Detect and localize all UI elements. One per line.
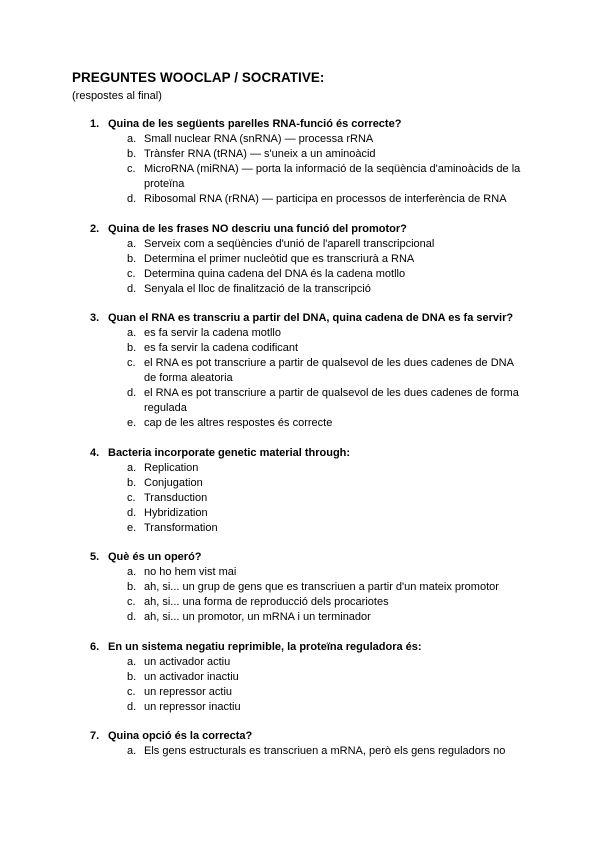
page-title: PREGUNTES WOOCLAP / SOCRATIVE: [72, 70, 325, 85]
answer-options [0, 565, 600, 625]
question-number: 6. [90, 640, 100, 653]
answer-option [0, 237, 526, 252]
answer-option [0, 685, 526, 700]
option-letter: d. [127, 387, 137, 399]
question-heading [0, 311, 600, 326]
option-letter: b. [127, 252, 137, 265]
question-5 [0, 550, 600, 625]
answer-option [0, 670, 526, 685]
question-number: 5. [90, 551, 100, 563]
option-text: no ho hem vist mai [144, 566, 237, 578]
option-letter: b. [127, 581, 137, 593]
option-text: cap de les altres respostes és correcte [144, 417, 333, 429]
option-letter: b. [127, 342, 137, 354]
question-text: Quan el RNA es transcriu a partir del DNA, quina cadena de DNA es fa servir? [108, 312, 514, 324]
question-text: Bacteria incorporate genetic material through: [108, 446, 351, 459]
option-letter: b. [127, 476, 137, 489]
answer-option [0, 655, 526, 670]
answer-option [0, 326, 526, 341]
answer-options [0, 326, 600, 431]
option-letter: a. [127, 566, 137, 578]
option-text: un activador inactiu [144, 670, 239, 683]
answer-options [0, 132, 600, 207]
option-letter: d. [127, 193, 137, 205]
option-letter: d. [127, 700, 137, 713]
option-text: un repressor actiu [144, 685, 233, 698]
question-heading [0, 446, 600, 461]
option-letter: e. [127, 417, 137, 429]
question-heading [0, 117, 600, 132]
option-text: el RNA es pot transcriure a partir de qualsevol de les dues cadenes de DNA de forma aleatoria [144, 357, 514, 384]
option-letter: c. [127, 163, 136, 175]
question-1 [0, 117, 600, 207]
option-text: Transformation [144, 521, 218, 534]
answer-option [0, 252, 526, 267]
option-letter: b. [127, 670, 137, 683]
answer-option [0, 162, 526, 192]
option-letter: a. [127, 461, 137, 474]
option-text: Trànsfer RNA (tRNA) — s'uneix a un aminoàcid [144, 148, 376, 160]
answer-option [0, 267, 526, 282]
answer-option [0, 147, 526, 162]
option-letter: e. [127, 521, 137, 534]
question-text: Quina opció és la correcta? [108, 730, 253, 742]
answer-option [0, 356, 526, 386]
question-list [0, 117, 600, 774]
option-text: ah, si... un promotor, un mRNA i un terminador [144, 611, 371, 623]
option-text: MicroRNA (miRNA) — porta la informació de la seqüència d'aminoàcids de la proteïna [144, 163, 521, 190]
option-letter: a. [127, 133, 137, 145]
option-text: Serveix com a seqüències d'unió de l'aparell transcripcional [144, 237, 435, 250]
question-heading [0, 222, 600, 237]
answer-option [0, 506, 526, 521]
answer-option [0, 282, 526, 297]
answer-options [0, 237, 600, 297]
question-3 [0, 311, 600, 431]
option-text: Replication [144, 461, 199, 474]
question-heading [0, 729, 600, 744]
option-text: el RNA es pot transcriure a partir de qualsevol de les dues cadenes de forma regulada [144, 387, 519, 414]
question-number: 4. [90, 446, 100, 459]
question-6 [0, 640, 600, 715]
question-number: 7. [90, 730, 100, 742]
page-subtitle: (respostes al final) [72, 90, 162, 102]
question-4 [0, 446, 600, 536]
option-letter: a. [127, 745, 137, 757]
answer-options [0, 744, 600, 759]
option-letter: a. [127, 327, 137, 339]
option-text: Small nuclear RNA (snRNA) — processa rRNA [144, 133, 374, 145]
option-letter: d. [127, 282, 137, 295]
answer-options [0, 655, 600, 715]
question-2 [0, 222, 600, 297]
answer-option [0, 132, 526, 147]
answer-options [0, 461, 600, 536]
answer-option [0, 595, 526, 610]
option-letter: d. [127, 506, 137, 519]
answer-option [0, 610, 526, 625]
answer-option [0, 744, 526, 759]
option-text: Determina quina cadena del DNA és la cadena motllo [144, 267, 406, 280]
option-letter: a. [127, 237, 137, 250]
question-text: Quina de les següents parelles RNA-funció és correcte? [108, 118, 402, 130]
answer-option [0, 476, 526, 491]
option-text: un repressor inactiu [144, 700, 241, 713]
question-number: 1. [90, 118, 100, 130]
answer-option [0, 565, 526, 580]
answer-option [0, 461, 526, 476]
answer-option [0, 386, 526, 416]
option-text: ah, si... una forma de reproducció dels procariotes [144, 596, 389, 608]
question-number: 2. [90, 222, 100, 235]
question-7 [0, 729, 600, 759]
option-text: ah, si... un grup de gens que es transcriuen a partir d'un mateix promotor [144, 581, 499, 593]
option-letter: b. [127, 148, 137, 160]
option-text: Determina el primer nucleòtid que es transcriurà a RNA [144, 252, 415, 265]
answer-option [0, 192, 526, 207]
option-text: es fa servir la cadena motllo [144, 327, 281, 339]
answer-option [0, 341, 526, 356]
option-letter: c. [127, 491, 136, 504]
answer-option [0, 521, 526, 536]
question-number: 3. [90, 312, 100, 324]
option-text: Senyala el lloc de finalització de la transcripció [144, 282, 371, 295]
option-letter: c. [127, 596, 136, 608]
answer-option [0, 700, 526, 715]
option-letter: c. [127, 357, 136, 369]
question-heading [0, 550, 600, 565]
answer-option [0, 491, 526, 506]
question-text: En un sistema negatiu reprimible, la proteïna reguladora és: [108, 640, 422, 653]
option-text: Conjugation [144, 476, 203, 489]
option-letter: c. [127, 685, 136, 698]
option-letter: a. [127, 655, 137, 668]
option-letter: c. [127, 267, 136, 280]
option-text: Transduction [144, 491, 208, 504]
option-text: Ribosomal RNA (rRNA) — participa en processos de interferència de RNA [144, 193, 507, 205]
option-text: Els gens estructurals es transcriuen a mRNA, però els gens reguladors no [144, 745, 506, 757]
question-heading [0, 640, 600, 655]
option-text: Hybridization [144, 506, 208, 519]
answer-option [0, 580, 526, 595]
option-letter: d. [127, 611, 137, 623]
option-text: un activador actiu [144, 655, 231, 668]
question-text: Què és un operó? [108, 551, 202, 563]
answer-option [0, 416, 526, 431]
option-text: es fa servir la cadena codificant [144, 342, 299, 354]
question-text: Quina de les frases NO descriu una funció del promotor? [108, 222, 407, 235]
